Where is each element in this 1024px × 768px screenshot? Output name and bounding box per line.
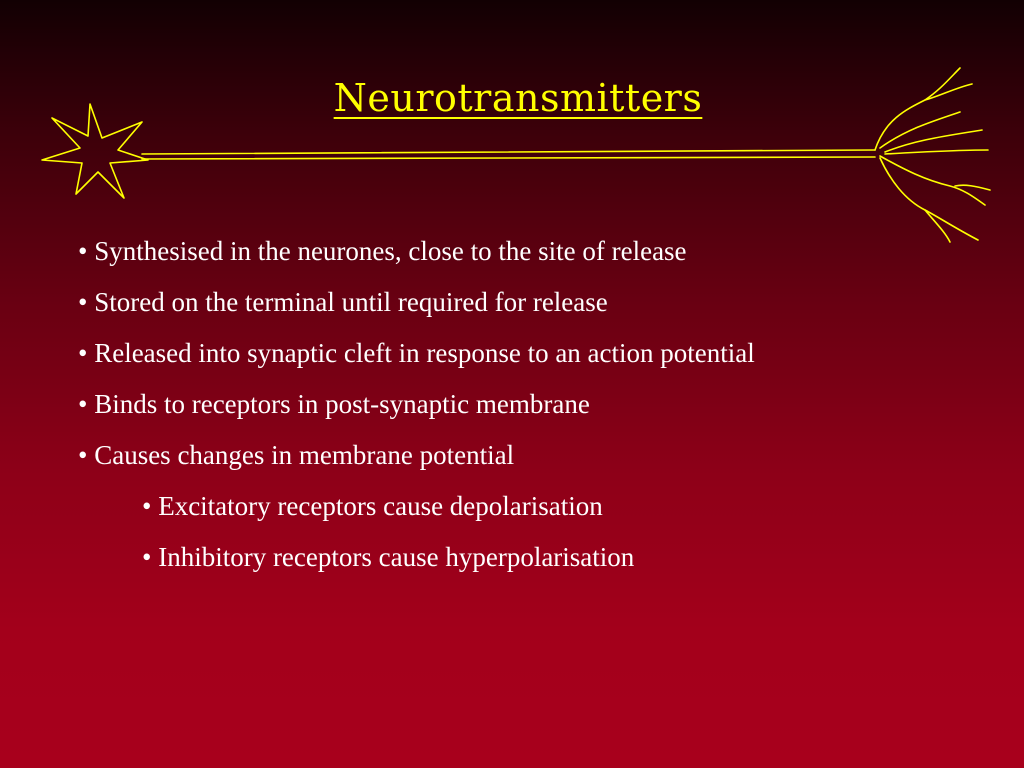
bullet-item: • Causes changes in membrane potential: [78, 430, 1008, 481]
bullet-item: • Stored on the terminal until required for release: [78, 277, 1008, 328]
neuron-icon: [0, 0, 1024, 260]
neuron-axon-icon: [142, 150, 875, 154]
sub-bullet-item: • Inhibitory receptors cause hyperpolarisation: [78, 532, 1008, 583]
sub-bullet-item: • Excitatory receptors cause depolarisation: [78, 481, 1008, 532]
bullet-item: • Synthesised in the neurones, close to the site of release: [78, 226, 1008, 277]
bullet-list: [78, 226, 1008, 583]
slide-title: Neurotransmitters: [333, 76, 703, 120]
bullet-item: • Binds to receptors in post-synaptic membrane: [78, 379, 1008, 430]
bullet-item: • Released into synaptic cleft in response to an action potential: [78, 328, 1008, 379]
